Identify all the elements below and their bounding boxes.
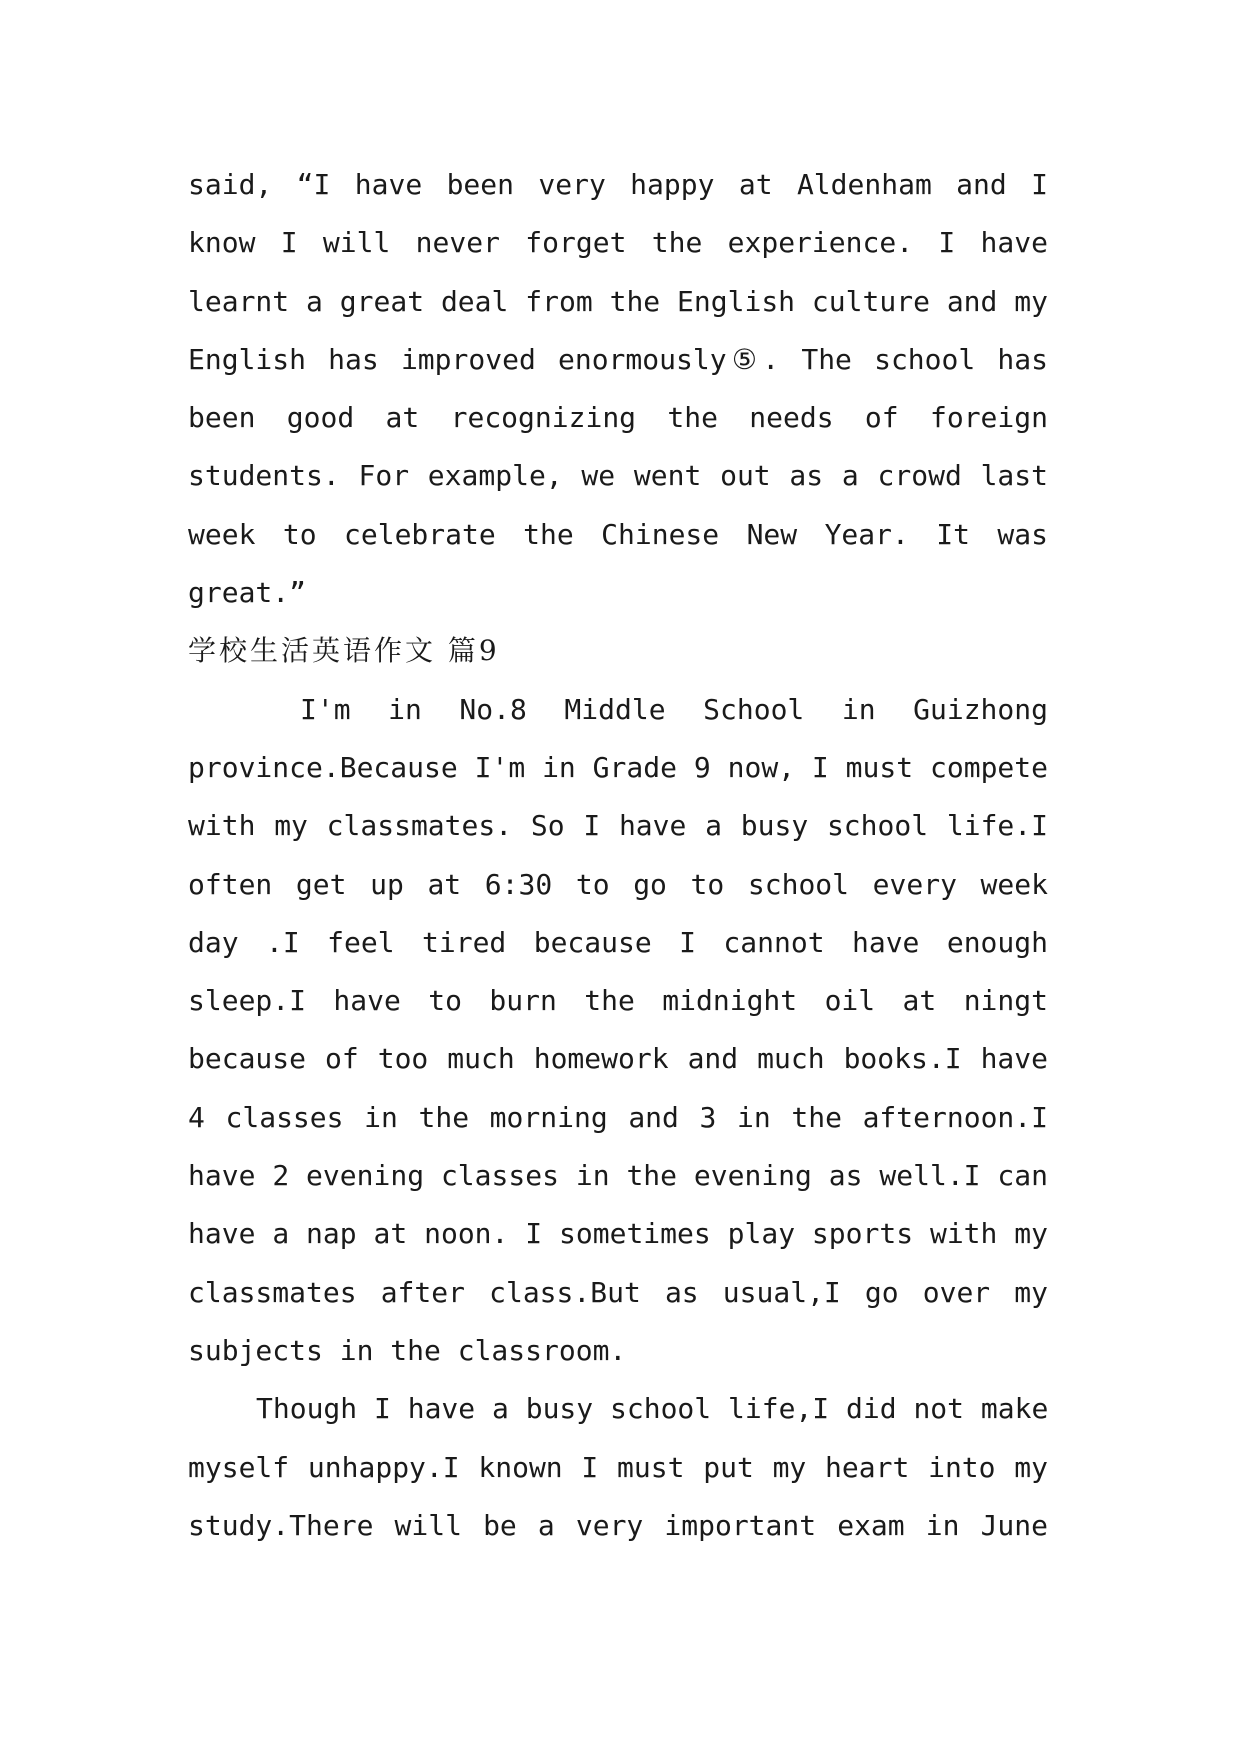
text-line: have 2 evening classes in the evening as well.I can [188, 1159, 1048, 1193]
text-line: with my classmates. So I have a busy school life.I [188, 809, 1048, 843]
text-line: classmates after class.But as usual,I go over my [188, 1275, 1048, 1309]
text-line: learnt a great deal from the English culture and my [188, 284, 1048, 318]
text-line: myself unhappy.I known I must put my heart into my [188, 1450, 1048, 1484]
text-line: day .I feel tired because I cannot have enough [188, 925, 1048, 959]
text-line: been good at recognizing the needs of foreign [188, 401, 1048, 435]
section-heading: 学校生活英语作文 篇9 [188, 634, 500, 668]
text-line: often get up at 6:30 to go to school every week [188, 867, 1048, 901]
text-line: subjects in the classroom. [188, 1333, 627, 1367]
text-line: English has improved enormously⑤. The school has [188, 342, 1048, 376]
paragraph-busy-life [188, 1380, 1048, 1555]
text-line: have a nap at noon. I sometimes play sports with my [188, 1217, 1048, 1251]
text-line: students. For example, we went out as a crowd last [188, 459, 1048, 493]
text-line: know I will never forget the experience. I have [188, 226, 1048, 260]
text-line: I'm in No.8 Middle School in Guizhong [300, 692, 1048, 726]
text-line: study.There will be a very important exam in June [188, 1508, 1048, 1542]
text-line: great.” [188, 576, 307, 610]
text-line: province.Because I'm in Grade 9 now, I must compete [188, 750, 1048, 784]
text-line: Though I have a busy school life,I did not make [256, 1392, 1049, 1426]
text-line: said, “I have been very happy at Aldenham and I [188, 168, 1048, 201]
text-line: 4 classes in the morning and 3 in the afternoon.I [188, 1100, 1048, 1134]
text-line: sleep.I have to burn the midnight oil at ningt [188, 984, 1048, 1018]
text-line: week to celebrate the Chinese New Year. It was [188, 517, 1048, 551]
document-page [188, 156, 1048, 1555]
paragraph-school-life [188, 681, 1048, 1381]
paragraph-quote [188, 156, 1048, 622]
text-line: because of too much homework and much books.I have [188, 1042, 1048, 1076]
